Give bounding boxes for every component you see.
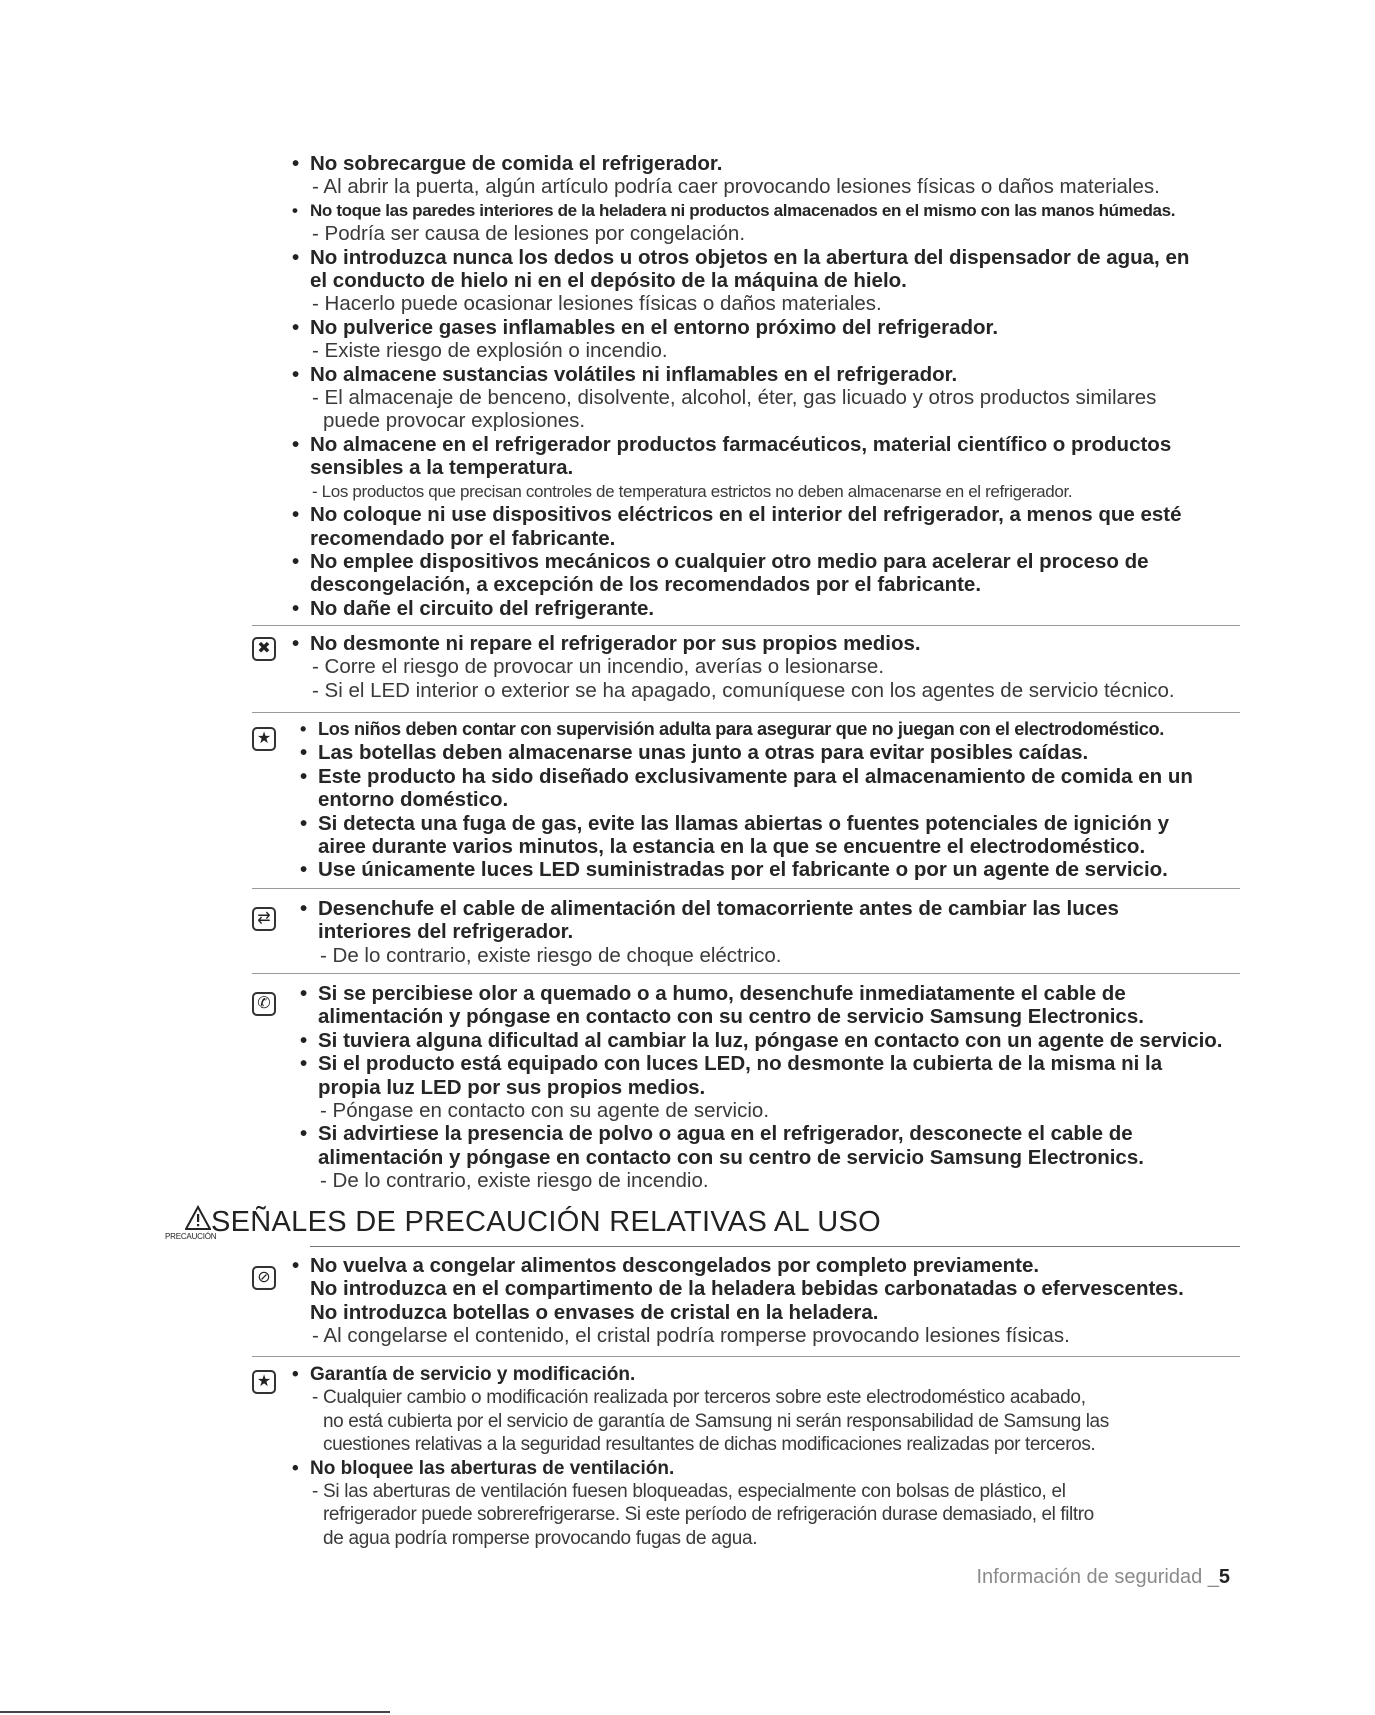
section-disassembly: [290, 632, 1240, 702]
star-icon: ★: [252, 727, 276, 751]
sub-item-continuation: refrigerador puede sobrerefrigerarse. Si este período de refrigeración durase demasiado, el filtro: [323, 1504, 1094, 1526]
bullet-item: • Use únicamente luces LED suministradas por el fabricante o por un agente de servicio.: [298, 858, 1248, 881]
scan-edge-line: [0, 1711, 390, 1713]
divider: [252, 973, 1240, 974]
sub-item: - Hacerlo puede ocasionar lesiones físicas o daños materiales.: [312, 292, 882, 316]
page-footer: [977, 1566, 1231, 1589]
divider: [252, 1356, 1240, 1357]
sub-item: - Si las aberturas de ventilación fuesen bloqueadas, especialmente con bolsas de plástico, el: [312, 1481, 1066, 1503]
sub-item-continuation: puede provocar explosiones.: [323, 409, 586, 433]
bullet-continuation: descongelación, a excepción de los recomendados por el fabricante.: [310, 573, 982, 597]
bullet-item: • No desmonte ni repare el refrigerador por sus propios medios.: [290, 632, 1240, 655]
sub-item-continuation: no está cubierta por el servicio de garantía de Samsung ni serán responsabilidad de Samsung las: [323, 1410, 1109, 1432]
bullet-item: • Desenchufe el cable de alimentación del tomacorriente antes de cambiar las luces: [298, 897, 1248, 920]
bullet-item: • Si tuviera alguna dificultad al cambiar la luz, póngase en contacto con un agente de servicio.: [298, 1029, 1248, 1052]
sub-item: - Al abrir la puerta, algún artículo podría caer provocando lesiones físicas o daños materiales.: [312, 175, 1160, 199]
sub-item: - Cualquier cambio o modificación realizada por terceros sobre este electrodoméstico acabado,: [312, 1387, 1086, 1409]
bullet-continuation: alimentación y póngase en contacto con su centro de servicio Samsung Electronics.: [318, 1145, 1144, 1169]
prohibited-icon: ⊘: [252, 1266, 276, 1290]
sub-item: - De lo contrario, existe riesgo de choque eléctrico.: [320, 943, 782, 967]
bullet-item: • No pulverice gases inflamables en el entorno próximo del refrigerador.: [290, 316, 1240, 339]
bullet-item: • Este producto ha sido diseñado exclusivamente para el almacenamiento de comida en un: [298, 765, 1248, 788]
bullet-item: • No dañe el circuito del refrigerante.: [290, 597, 1240, 620]
section-warranty: [290, 1363, 1240, 1550]
divider: [252, 625, 1240, 626]
bullet-continuation: entorno doméstico.: [318, 788, 509, 812]
bullet-continuation: sensibles a la temperatura.: [310, 456, 574, 480]
sub-item: - Al congelarse el contenido, el cristal podría romperse provocando lesiones físicas.: [312, 1324, 1070, 1348]
bullet-item: • No coloque ni use dispositivos eléctricos en el interior del refrigerador, a menos que esté: [290, 503, 1240, 526]
sub-item: - El almacenaje de benceno, disolvente, alcohol, éter, gas licuado y otros productos similares: [312, 386, 1157, 410]
sub-item-continuation: cuestiones relativas a la seguridad resultantes de dichas modificaciones realizadas por terceros.: [323, 1434, 1096, 1456]
bullet-item: • No bloquee las aberturas de ventilación.: [290, 1457, 1240, 1480]
bullet-continuation: airee durante varios minutos, la estancia en la que se encuentre el electrodoméstico.: [318, 835, 1146, 859]
bullet-item: • No almacene en el refrigerador productos farmacéuticos, material científico o productos: [290, 433, 1240, 456]
divider: [252, 888, 1240, 889]
sub-item: - Podría ser causa de lesiones por congelación.: [312, 222, 746, 246]
bullet-item: • No toque las paredes interiores de la heladera ni productos almacenados en el mismo con las manos húmedas.: [290, 199, 1240, 222]
bullet-item: • Las botellas deben almacenarse unas junto a otras para evitar posibles caídas.: [298, 741, 1248, 764]
bullet-continuation: el conducto de hielo ni en el depósito de la máquina de hielo.: [310, 269, 907, 293]
bullet-continuation: No introduzca botellas o envases de cristal en la heladera.: [310, 1300, 879, 1324]
sub-item: - Los productos que precisan controles de temperatura estrictos no deben almacenarse en el refrigerador.: [312, 481, 1073, 501]
bullet-item: • Los niños deben contar con supervisión adulta para asegurar que no juegan con el electrodoméstico.: [298, 718, 1248, 741]
bullet-item: • Si detecta una fuga de gas, evite las llamas abiertas o fuentes potenciales de ignición y: [298, 812, 1248, 835]
bullet-item: • No introduzca nunca los dedos u otros objetos en la abertura del dispensador de agua, en: [290, 246, 1240, 269]
page-title: SEÑALES DE PRECAUCIÓN RELATIVAS AL USO: [211, 1206, 882, 1238]
contact-service-icon: ✆: [252, 992, 276, 1016]
unplug-icon: ⇄: [252, 907, 276, 931]
heading-underline: [310, 1246, 1240, 1247]
star-icon: ★: [252, 1370, 276, 1394]
bullet-item: • No sobrecargue de comida el refrigerador.: [290, 152, 1240, 175]
bullet-item: • Si el producto está equipado con luces LED, no desmonte la cubierta de la misma ni la: [298, 1052, 1248, 1075]
section-unplug: [298, 897, 1248, 967]
bullet-continuation: alimentación y póngase en contacto con su centro de servicio Samsung Electronics.: [318, 1005, 1144, 1029]
bullet-item: • No almacene sustancias volátiles ni inflamables en el refrigerador.: [290, 363, 1240, 386]
bullet-continuation: propia luz LED por sus propios medios.: [318, 1075, 706, 1099]
bullet-continuation: interiores del refrigerador.: [318, 920, 574, 944]
section-contact-service: [298, 982, 1248, 1193]
divider: [252, 712, 1240, 713]
no-disassembly-icon: ✖: [252, 637, 276, 661]
page-number: 5: [1218, 1566, 1230, 1588]
section-general-warnings: [290, 152, 1240, 620]
sub-item: - Si el LED interior o exterior se ha apagado, comuníquese con los agentes de servicio técnico.: [312, 678, 1175, 702]
bullet-continuation: No introduzca en el compartimento de la heladera bebidas carbonatadas o efervescentes.: [310, 1277, 1184, 1301]
bullet-item: • Si se percibiese olor a quemado o a humo, desenchufe inmediatamente el cable de: [298, 982, 1248, 1005]
sub-item: - Corre el riesgo de provocar un incendio, averías o lesionarse.: [312, 655, 885, 679]
bullet-item: • No vuelva a congelar alimentos descongelados por completo previamente.: [290, 1254, 1240, 1277]
warning-triangle-icon: [185, 1205, 211, 1231]
sub-item: - Existe riesgo de explosión o incendio.: [312, 339, 668, 363]
footer-text: Información de seguridad _: [976, 1566, 1219, 1588]
sub-item: - De lo contrario, existe riesgo de incendio.: [320, 1169, 709, 1193]
section-usage-notes: [298, 718, 1248, 882]
bullet-item: • No emplee dispositivos mecánicos o cualquier otro medio para acelerar el proceso de: [290, 550, 1240, 573]
sub-item: - Póngase en contacto con su agente de servicio.: [320, 1099, 770, 1123]
sub-item-continuation: de agua podría romperse provocando fugas de agua.: [323, 1527, 758, 1549]
warning-icon-label: PRECAUCIÓN: [165, 1232, 217, 1241]
section-freezing: [290, 1254, 1240, 1348]
bullet-item: • Si advirtiese la presencia de polvo o agua en el refrigerador, desconecte el cable de: [298, 1122, 1248, 1145]
bullet-item: • Garantía de servicio y modificación.: [290, 1363, 1240, 1386]
bullet-continuation: recomendado por el fabricante.: [310, 526, 616, 550]
